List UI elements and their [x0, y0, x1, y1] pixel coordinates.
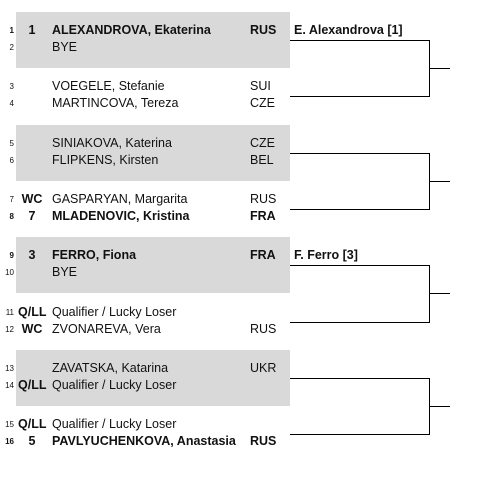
bracket-line [429, 181, 450, 182]
nationality: UKR [250, 360, 277, 375]
bracket-line [290, 322, 430, 323]
player-name: ZVONAREVA, Vera [52, 321, 161, 336]
draw-position-number: 3 [9, 82, 14, 92]
player-name: FLIPKENS, Kirsten [52, 152, 159, 167]
draw-position-number: 13 [5, 363, 14, 373]
bracket-line [290, 434, 430, 435]
draw-row [0, 264, 290, 281]
draw-row [0, 39, 290, 56]
bracket-line [290, 378, 430, 379]
player-name: BYE [52, 265, 78, 280]
nationality: FRA [250, 208, 276, 223]
draw-position-number: 14 [5, 380, 14, 390]
draw-row [0, 433, 290, 450]
draw-position-number: 16 [5, 437, 14, 447]
seed-label: 1 [28, 23, 36, 37]
bracket-line [290, 209, 430, 210]
draw-position-number: 9 [9, 251, 14, 261]
player-name: BYE [52, 40, 78, 54]
nationality: CZE [250, 135, 275, 150]
player-name: Qualifier / Lucky Loser [52, 304, 177, 319]
draw-row [0, 304, 290, 321]
player-name: ZAVATSKA, Katarina [52, 360, 169, 375]
nationality: RUS [250, 23, 277, 37]
draw-position-number: 12 [5, 324, 14, 334]
bracket-line [290, 96, 430, 97]
player-name: PAVLYUCHENKOVA, Anastasia [52, 434, 236, 449]
player-name: SINIAKOVA, Katerina [52, 135, 172, 150]
draw-position-number: 6 [9, 155, 14, 165]
seed-label: Q/LL [18, 377, 47, 392]
player-name: FERRO, Fiona [52, 248, 137, 263]
draw-position-number: 7 [9, 194, 14, 204]
advancing-player: E. Alexandrova [1] [294, 23, 403, 37]
player-name: GASPARYAN, Margarita [52, 191, 188, 206]
bracket-line [290, 265, 430, 266]
draw-position-number: 4 [9, 99, 14, 109]
draw-position-number: 15 [5, 420, 14, 430]
seed-label: 3 [28, 248, 36, 263]
draw-position-number: 11 [5, 307, 14, 317]
nationality: RUS [250, 191, 277, 206]
bracket-line [429, 293, 450, 294]
draw-row [0, 22, 290, 39]
player-name: MARTINCOVA, Tereza [52, 96, 179, 111]
seed-label: Q/LL [18, 304, 47, 319]
nationality: SUI [250, 79, 271, 94]
player-name: MLADENOVIC, Kristina [52, 208, 190, 223]
seed-label: 5 [28, 434, 36, 449]
player-name: ALEXANDROVA, Ekaterina [52, 23, 211, 37]
draw-row [0, 208, 290, 225]
seed-label: WC [21, 321, 43, 336]
bracket-line [290, 40, 430, 41]
advancing-player: F. Ferro [3] [294, 248, 358, 263]
nationality: RUS [250, 434, 277, 449]
draw-row [0, 95, 290, 112]
draw-row [0, 416, 290, 433]
draw-position-number: 8 [9, 211, 14, 221]
seed-label: WC [21, 191, 43, 206]
nationality: FRA [250, 248, 276, 263]
draw-position-number: 1 [9, 26, 14, 35]
draw-row [0, 135, 290, 152]
seed-label: Q/LL [18, 417, 47, 432]
bracket-line [429, 406, 450, 407]
draw-row [0, 152, 290, 169]
bracket-line [429, 68, 450, 69]
draw-row [0, 247, 290, 264]
bracket-line [290, 153, 430, 154]
draw-row [0, 78, 290, 95]
nationality: CZE [250, 96, 275, 111]
player-name: Qualifier / Lucky Loser [52, 417, 177, 432]
draw-row [0, 321, 290, 338]
player-name: Qualifier / Lucky Loser [52, 377, 177, 392]
draw-row [0, 377, 290, 394]
draw-row [0, 360, 290, 377]
nationality: RUS [250, 321, 277, 336]
draw-position-number: 10 [5, 268, 14, 278]
seed-label: 7 [28, 208, 36, 223]
player-name: VOEGELE, Stefanie [52, 79, 165, 94]
draw-row [0, 191, 290, 208]
draw-position-number: 2 [9, 43, 14, 52]
nationality: BEL [250, 152, 274, 167]
draw-position-number: 5 [9, 138, 14, 148]
